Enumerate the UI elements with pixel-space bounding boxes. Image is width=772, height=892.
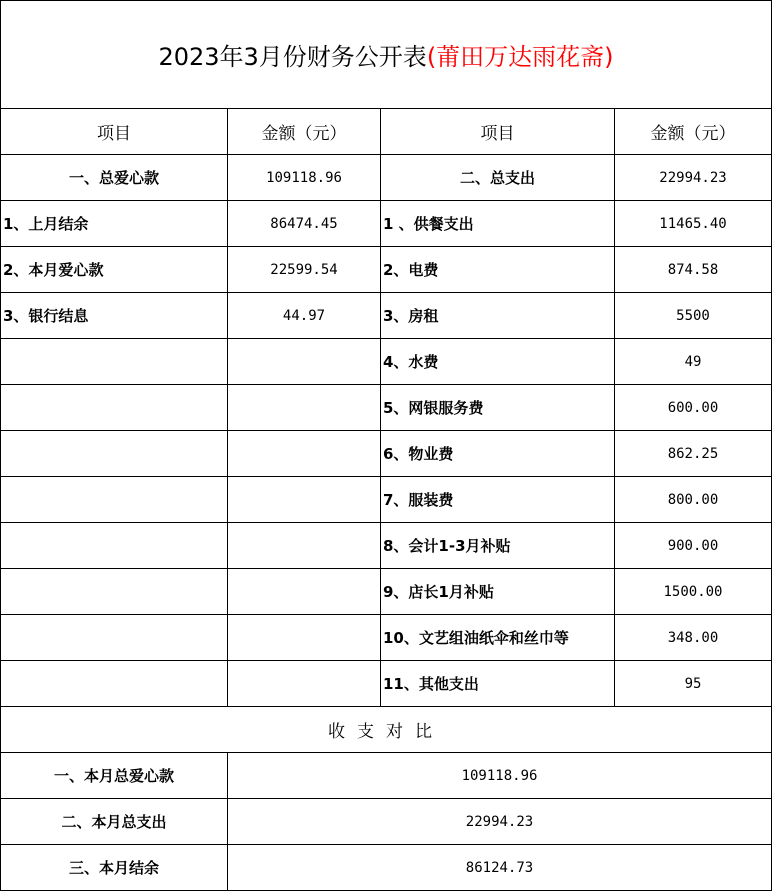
expense-item-label: 11、其他支出 [381, 661, 615, 707]
expense-item-value: 49 [615, 339, 772, 385]
expense-item-label: 8、会计1-3月补贴 [381, 523, 615, 569]
comparison-row [1, 845, 772, 891]
expense-item-value: 5500 [615, 293, 772, 339]
expense-item-value: 11465.40 [615, 201, 772, 247]
table-row [1, 661, 772, 707]
table-row [1, 523, 772, 569]
income-item-label: 1、上月结余 [1, 201, 228, 247]
table-row [1, 569, 772, 615]
empty-cell [1, 385, 228, 431]
income-total-value: 109118.96 [228, 155, 381, 201]
header-row [1, 109, 772, 155]
empty-cell [1, 431, 228, 477]
comparison-row [1, 799, 772, 845]
expense-total-value: 22994.23 [615, 155, 772, 201]
income-total-label: 一、总爱心款 [1, 155, 228, 201]
empty-cell [1, 569, 228, 615]
expense-item-label: 6、物业费 [381, 431, 615, 477]
empty-cell [228, 523, 381, 569]
expense-item-label: 7、服装费 [381, 477, 615, 523]
expense-item-value: 600.00 [615, 385, 772, 431]
table-row [1, 477, 772, 523]
empty-cell [228, 385, 381, 431]
empty-cell [1, 339, 228, 385]
expense-item-value: 862.25 [615, 431, 772, 477]
empty-cell [228, 477, 381, 523]
table-row [1, 431, 772, 477]
expense-item-label: 3、房租 [381, 293, 615, 339]
finance-table [0, 108, 772, 891]
comparison-row [1, 753, 772, 799]
empty-cell [228, 661, 381, 707]
expense-item-label: 1 、供餐支出 [381, 201, 615, 247]
income-item-label: 3、银行结息 [1, 293, 228, 339]
expense-item-value: 800.00 [615, 477, 772, 523]
empty-cell [1, 615, 228, 661]
table-row [1, 247, 772, 293]
table-row [1, 293, 772, 339]
comparison-value: 22994.23 [228, 799, 772, 845]
expense-item-label: 9、店长1月补贴 [381, 569, 615, 615]
empty-cell [1, 477, 228, 523]
page-title [0, 0, 772, 108]
title-main: 2023年3月份财务公开表 [158, 43, 427, 71]
summary-row [1, 155, 772, 201]
comparison-label: 三、本月结余 [1, 845, 228, 891]
table-row [1, 615, 772, 661]
empty-cell [228, 569, 381, 615]
comparison-label: 二、本月总支出 [1, 799, 228, 845]
income-item-label: 2、本月爱心款 [1, 247, 228, 293]
table-row [1, 201, 772, 247]
expense-item-label: 4、水费 [381, 339, 615, 385]
comparison-value: 109118.96 [228, 753, 772, 799]
comparison-value: 86124.73 [228, 845, 772, 891]
empty-cell [228, 615, 381, 661]
expense-item-label: 5、网银服务费 [381, 385, 615, 431]
empty-cell [1, 661, 228, 707]
expense-item-value: 900.00 [615, 523, 772, 569]
header-amount-left: 金额（元） [228, 109, 381, 155]
table-row [1, 339, 772, 385]
income-item-value: 44.97 [228, 293, 381, 339]
expense-item-value: 1500.00 [615, 569, 772, 615]
income-item-value: 86474.45 [228, 201, 381, 247]
header-item-left: 项目 [1, 109, 228, 155]
expense-total-label: 二、总支出 [381, 155, 615, 201]
expense-item-value: 874.58 [615, 247, 772, 293]
expense-item-value: 348.00 [615, 615, 772, 661]
empty-cell [228, 339, 381, 385]
expense-item-label: 2、电费 [381, 247, 615, 293]
empty-cell [228, 431, 381, 477]
comparison-title-row [1, 707, 772, 753]
comparison-label: 一、本月总爱心款 [1, 753, 228, 799]
comparison-title: 收支对比 [1, 707, 772, 753]
table-row [1, 385, 772, 431]
empty-cell [1, 523, 228, 569]
income-item-value: 22599.54 [228, 247, 381, 293]
title-org: (莆田万达雨花斋) [426, 43, 614, 71]
expense-item-label: 10、文艺组油纸伞和丝巾等 [381, 615, 615, 661]
expense-item-value: 95 [615, 661, 772, 707]
header-amount-right: 金额（元） [615, 109, 772, 155]
header-item-right: 项目 [381, 109, 615, 155]
